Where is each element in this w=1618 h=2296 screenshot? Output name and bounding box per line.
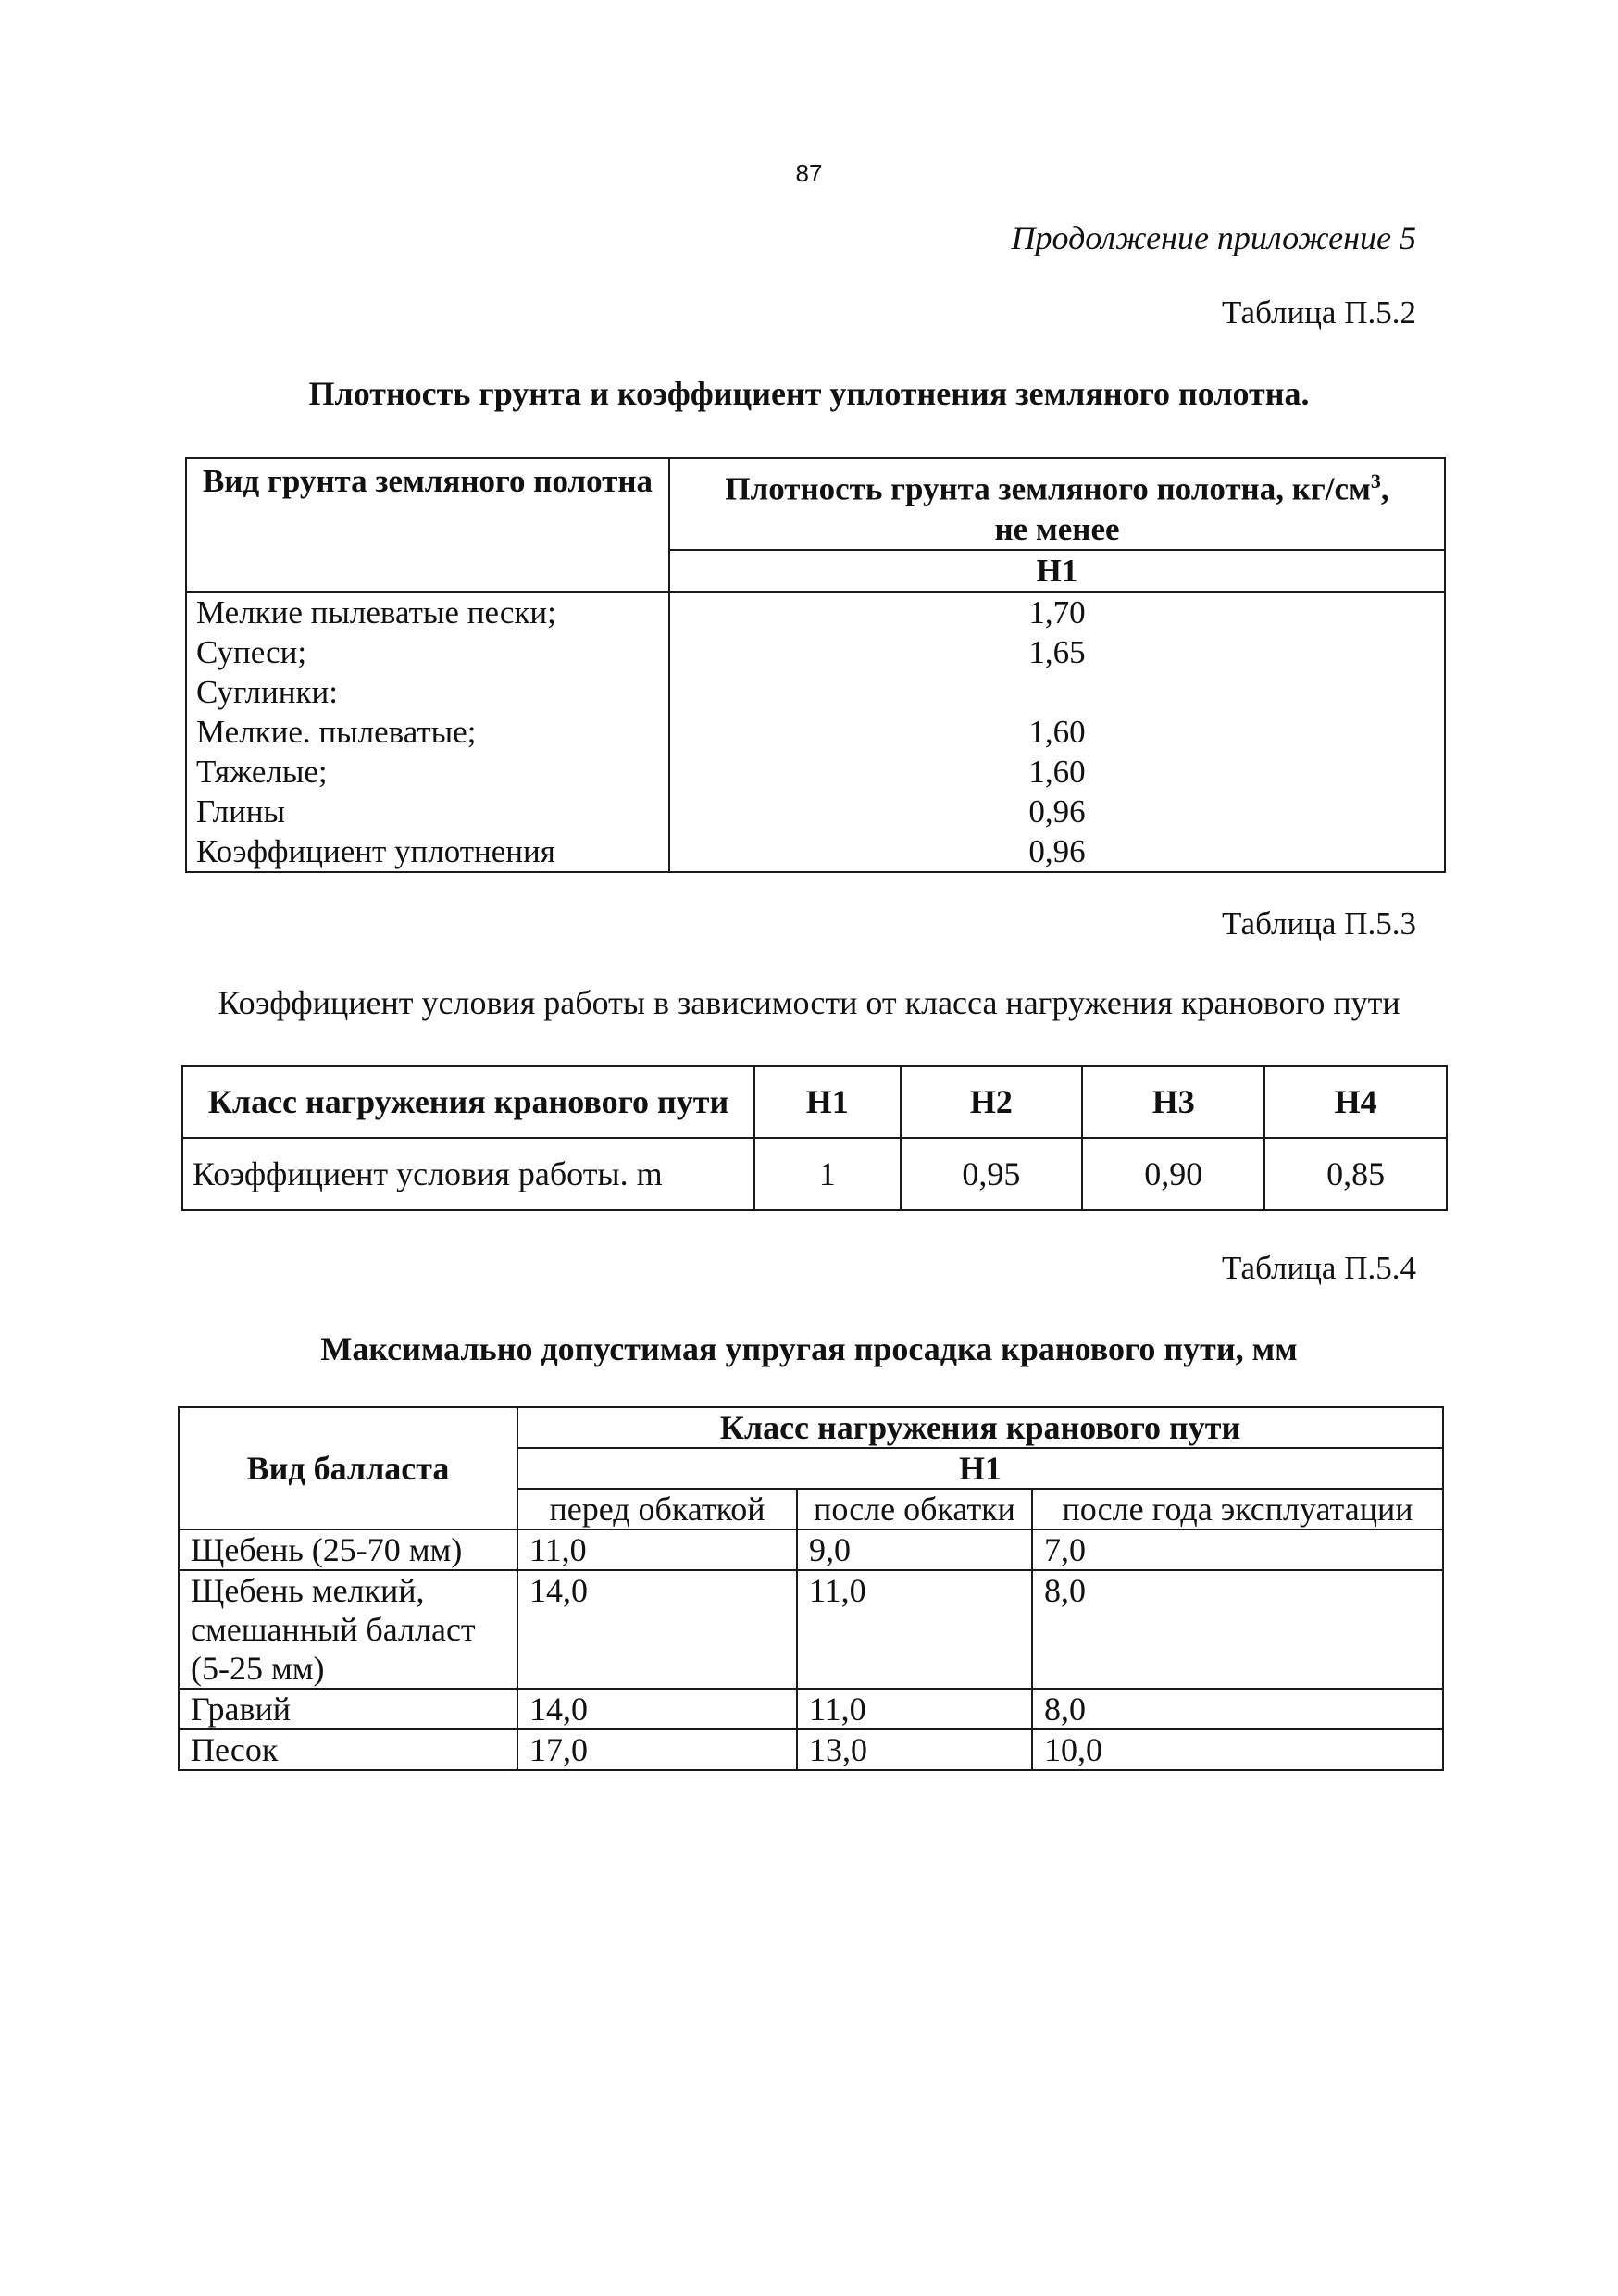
list-item: 1,60: [1028, 713, 1086, 750]
header-density: Плотность грунта земляного полотна, $кг/см^3$, не менее: [669, 458, 1445, 550]
density-values-cell: [669, 592, 1445, 872]
list-item: 1,70: [1028, 593, 1086, 630]
header-before-run-in: перед обкаткой: [517, 1489, 797, 1529]
value-before: 14,0: [517, 1689, 797, 1729]
page-number: 87: [795, 159, 823, 187]
list-item: Суглинки:: [196, 673, 338, 710]
header-after-run-in: после обкатки: [797, 1489, 1032, 1529]
table-5-2-label: Таблица П.5.2: [1222, 294, 1416, 331]
value-before: 14,0: [517, 1570, 797, 1689]
list-item: [679, 672, 1435, 712]
header-soil-type: Вид грунта земляного полотна: [186, 458, 669, 592]
value-year: 8,0: [1032, 1570, 1443, 1689]
row-label: Коэффициент условия работы. m: [182, 1138, 754, 1210]
list-item: 1,60: [1028, 753, 1086, 790]
list-item: 0,96: [1028, 832, 1086, 869]
ballast-name: Песок: [179, 1729, 517, 1770]
cell-h4: 0,85: [1264, 1138, 1447, 1210]
list-item: Коэффициент уплотнения: [196, 832, 555, 869]
list-item: Мелкие пылеватые пески;: [196, 593, 556, 630]
ballast-name: Гравий: [179, 1689, 517, 1729]
ballast-name: Щебень (25-70 мм): [179, 1529, 517, 1570]
cell-h2: 0,95: [901, 1138, 1083, 1210]
cell-h3: 0,90: [1082, 1138, 1264, 1210]
subheader-h1: Н1: [669, 550, 1445, 592]
soil-names-cell: [186, 592, 669, 872]
value-year: 8,0: [1032, 1689, 1443, 1729]
table-row: [179, 1570, 1443, 1689]
table-row: [179, 1529, 1443, 1570]
ballast-settlement-table: [178, 1406, 1444, 1771]
header-h1: Н1: [517, 1448, 1443, 1489]
value-after: 11,0: [797, 1689, 1032, 1729]
table-5-2-title: Плотность грунта и коэффициент уплотнения земляного полотна.: [308, 375, 1310, 412]
table-5-3-label: Таблица П.5.3: [1222, 905, 1416, 942]
value-year: 10,0: [1032, 1729, 1443, 1770]
header-h3: Н3: [1082, 1066, 1264, 1138]
value-after: 11,0: [797, 1570, 1032, 1689]
table-row: [179, 1689, 1443, 1729]
header-h4: Н4: [1264, 1066, 1447, 1138]
value-before: 17,0: [517, 1729, 797, 1770]
list-item: 1,65: [1028, 633, 1086, 670]
cell-h1: 1: [754, 1138, 901, 1210]
work-condition-table: [181, 1065, 1448, 1211]
header-load-class: Класс нагружения кранового пути: [182, 1066, 754, 1138]
header-load-class: Класс нагружения кранового пути: [517, 1407, 1443, 1448]
appendix-continuation: Продолжение приложение 5: [1011, 219, 1416, 256]
list-item: Мелкие. пылеватые;: [196, 713, 477, 750]
list-item: Глины: [196, 792, 286, 830]
list-item: Супеси;: [196, 633, 307, 670]
soil-density-table: [185, 457, 1446, 873]
header-h1: Н1: [754, 1066, 901, 1138]
table-row: [179, 1729, 1443, 1770]
value-before: 11,0: [517, 1529, 797, 1570]
table-5-3-title: Коэффициент условия работы в зависимости от класса нагружения кранового пути: [218, 984, 1400, 1021]
list-item: Тяжелые;: [196, 753, 328, 790]
value-after: 13,0: [797, 1729, 1032, 1770]
table-5-4-label: Таблица П.5.4: [1222, 1250, 1416, 1286]
header-ballast-type: Вид балласта: [179, 1407, 517, 1529]
value-year: 7,0: [1032, 1529, 1443, 1570]
table-5-4-title: Максимально допустимая упругая просадка кранового пути, мм: [320, 1330, 1298, 1367]
list-item: 0,96: [1028, 792, 1086, 830]
ballast-name: Щебень мелкий, смешанный балласт (5-25 мм): [179, 1570, 517, 1689]
header-after-year: после года эксплуатации: [1032, 1489, 1443, 1529]
value-after: 9,0: [797, 1529, 1032, 1570]
header-h2: Н2: [901, 1066, 1083, 1138]
